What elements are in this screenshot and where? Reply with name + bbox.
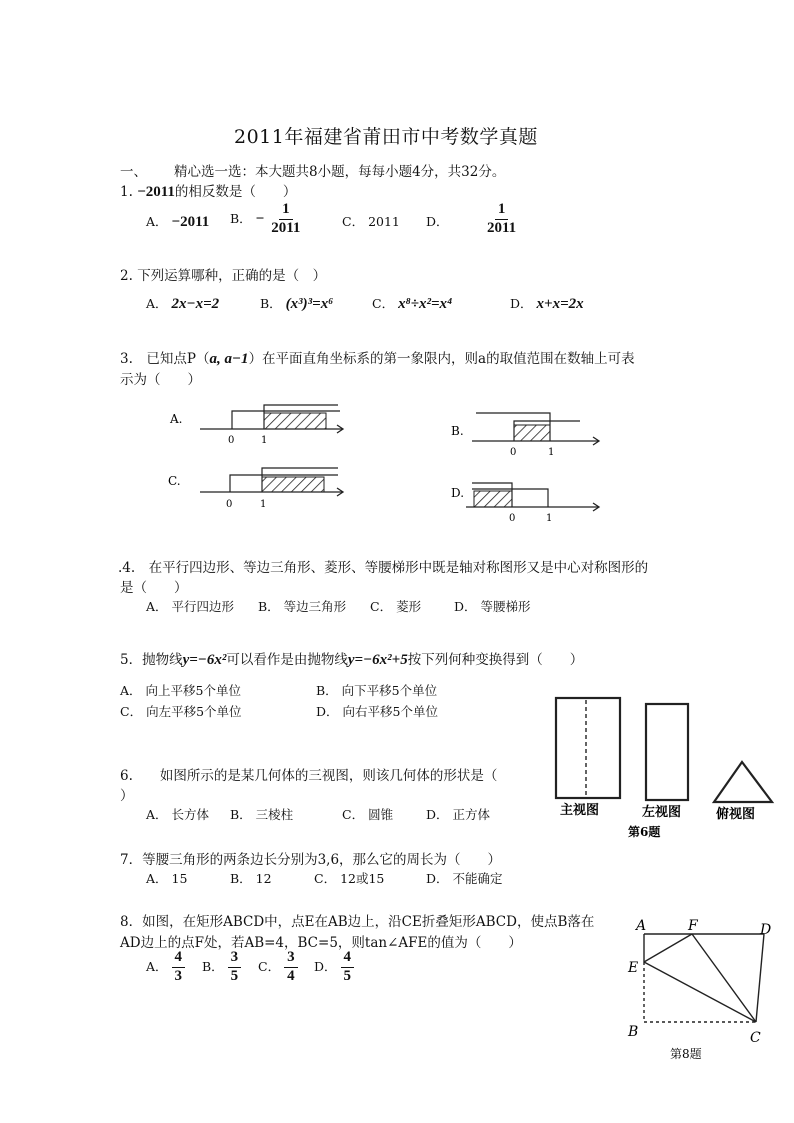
- q6-c-value: 圆锥: [368, 807, 394, 822]
- q1-b-sign: −: [255, 210, 265, 227]
- q8-c-numerator: 3: [284, 950, 298, 968]
- q1-option-d: [484, 202, 519, 237]
- q7-option-d: [426, 869, 503, 887]
- q6-c-label: C．: [342, 807, 365, 822]
- q6-front-view-label: 主视图: [560, 803, 600, 818]
- q7-a-label: A．: [146, 871, 168, 886]
- q3-c-one: 1: [260, 499, 267, 510]
- q8-b-denominator: 5: [230, 967, 239, 984]
- q6-three-view-figure: [550, 688, 782, 848]
- q1-b-numerator: 1: [279, 202, 293, 220]
- q7-d-label: D．: [426, 871, 449, 886]
- q8-d-numerator: 4: [341, 950, 355, 968]
- q7-c-label: C．: [314, 871, 337, 886]
- q2-a-label: A．: [146, 296, 168, 311]
- q1-option-c: [342, 212, 400, 230]
- q4-option-a: [146, 597, 234, 615]
- q5-option-d: [316, 702, 438, 720]
- q8-figure-caption: 第8题: [670, 1047, 702, 1061]
- q5-option-b: [316, 681, 437, 699]
- q2-d-value: x+x=2x: [536, 296, 584, 312]
- q7-stem: 7．等腰三角形的两条边长分别为3,6，那么它的周长为（ ）: [120, 852, 502, 868]
- q4-a-label: A．: [146, 599, 168, 614]
- q2-option-b: [260, 294, 333, 313]
- q2-option-d: [510, 294, 584, 313]
- q3-d-zero: 0: [509, 513, 516, 524]
- q7-b-label: B．: [230, 871, 252, 886]
- q3-c-zero: 0: [226, 499, 233, 510]
- q8-d-denominator: 5: [343, 967, 352, 984]
- q3-b-one: 1: [548, 447, 555, 458]
- q5-a-value: 向上平移5个单位: [145, 683, 241, 698]
- q5-text-b: 可以看作是由抛物线: [226, 652, 348, 668]
- q1-b-fraction: [268, 202, 303, 237]
- q1-stem: [120, 180, 296, 201]
- q8-a-denominator: 3: [174, 967, 183, 984]
- q8-a-fraction: [172, 950, 186, 985]
- q5-a-label: A．: [120, 683, 142, 698]
- q8-a-numerator: 4: [172, 950, 186, 968]
- q5-c-value: 向左平移5个单位: [146, 704, 242, 719]
- q5-expression-2: y=−6x²+5: [347, 652, 408, 668]
- q5-stem: [120, 648, 583, 669]
- q1-a-value: −2011: [171, 214, 210, 230]
- q1-b-denominator: 2011: [271, 219, 301, 236]
- q5-text-c: 按下列何种变换得到（ ）: [407, 652, 584, 668]
- q6-figure-caption: 第6题: [628, 825, 661, 839]
- q3-stem-line1: [120, 347, 635, 368]
- q6-stem-line1: 6. 如图所示的是某几何体的三视图，则该几何体的形状是（: [120, 768, 498, 784]
- q8-b-label: B．: [202, 958, 224, 974]
- q4-c-value: 菱形: [396, 599, 422, 614]
- q1-d-denominator: 2011: [487, 219, 517, 236]
- q3-d-one: 1: [546, 513, 553, 524]
- q6-a-label: A．: [146, 807, 168, 822]
- q3-label-b: B.: [451, 424, 464, 438]
- q8-a-label: A．: [146, 958, 168, 974]
- q7-option-b: [230, 869, 272, 887]
- q1-b-label: B．: [230, 210, 252, 226]
- q2-c-label: C．: [372, 296, 395, 311]
- q6-a-value: 长方体: [171, 807, 210, 822]
- q3-label-c: C.: [168, 474, 181, 488]
- q2-text: 下列运算哪种，正确的是（ ）: [137, 268, 327, 284]
- q3-graph-a: [200, 405, 343, 446]
- section-instructions: 精心选一选：本大题共8小题，每每小题4分，共32分。: [174, 164, 506, 180]
- q6-side-view: [646, 704, 688, 800]
- q3-graph-d: [466, 483, 599, 524]
- q4-c-label: C．: [370, 599, 393, 614]
- q1-d-fraction: [484, 202, 519, 237]
- q8-option-a: [146, 950, 185, 985]
- q3-text-b: ）在平面直角坐标系的第一象限内，则a的取值范围在数轴上可表: [248, 351, 635, 367]
- q1-expression: −2011: [137, 184, 175, 200]
- q1-option-a: [146, 212, 209, 231]
- q4-option-b: [258, 597, 346, 615]
- q6-front-view: [556, 698, 620, 798]
- q8-stem-line2: AD边上的点F处，若AB=4，BC=5，则tan∠AFE的值为（ ）: [120, 935, 522, 951]
- q6-option-a: [146, 805, 209, 823]
- q3-a-zero: 0: [228, 435, 235, 446]
- q4-stem-line2: 是（ ）: [120, 580, 188, 596]
- q5-c-label: C．: [120, 704, 143, 719]
- page-title: 2011年福建省莆田市中考数学真题: [234, 126, 538, 148]
- q2-option-a: [146, 294, 219, 313]
- q6-top-view: [714, 762, 772, 802]
- q4-option-d: [454, 597, 531, 615]
- q3-label-d: D.: [451, 486, 465, 500]
- q4-a-value: 平行四边形: [171, 599, 235, 614]
- q2-stem: [120, 264, 326, 284]
- q8-b-fraction: [228, 950, 242, 985]
- q8-stem-line1: 8．如图，在矩形ABCD中，点E在AB边上，沿CE折叠矩形ABCD，使点B落在: [120, 914, 595, 930]
- q8-b-numerator: 3: [228, 950, 242, 968]
- q1-d-numerator: 1: [495, 202, 509, 220]
- q3-point: a, a−1: [209, 351, 249, 367]
- q3-stem-line2: 示为（ ）: [120, 372, 201, 388]
- q2-b-value: (x³)³=x⁶: [285, 296, 334, 312]
- q6-option-b: [230, 805, 293, 823]
- q4-b-label: B．: [258, 599, 280, 614]
- q6-d-label: D．: [426, 807, 449, 822]
- q1-option-d-label: D．: [426, 214, 449, 229]
- q5-option-c: [120, 702, 242, 720]
- q6-option-c: [342, 805, 393, 823]
- q5-option-a: [120, 681, 241, 699]
- q5-d-value: 向右平移5个单位: [342, 704, 438, 719]
- q1-text: 的相反数是（ ）: [174, 184, 297, 200]
- section-number: 一、: [120, 164, 147, 180]
- q5-d-label: D．: [316, 704, 339, 719]
- q8-point-e: E: [628, 960, 639, 976]
- q8-point-f: F: [688, 918, 698, 934]
- q6-stem-line2: ）: [120, 788, 134, 804]
- q3-b-zero: 0: [510, 447, 517, 458]
- q4-b-value: 等边三角形: [283, 599, 347, 614]
- q6-side-view-label: 左视图: [642, 805, 682, 820]
- q4-option-c: [370, 597, 421, 615]
- q2-b-label: B．: [260, 296, 282, 311]
- q5-text-a: 5．抛物线: [120, 652, 183, 668]
- q1-number: 1.: [120, 184, 133, 200]
- q7-d-value: 不能确定: [452, 871, 503, 886]
- q7-b-value: 12: [255, 871, 272, 886]
- q6-d-value: 正方体: [452, 807, 491, 822]
- q2-c-value: x⁸÷x²=x⁴: [398, 296, 453, 312]
- q2-number: 2.: [120, 268, 133, 284]
- q2-a-value: 2x−x=2: [171, 296, 220, 312]
- q1-option-b: [230, 202, 303, 237]
- q8-rectangle-figure: [620, 910, 790, 1070]
- q3-a-one: 1: [261, 435, 268, 446]
- q7-a-value: 15: [171, 871, 188, 886]
- q8-c-denominator: 4: [287, 967, 295, 984]
- q8-option-b: [202, 950, 241, 985]
- q3-graph-b: [472, 413, 599, 458]
- q8-c-fraction: [284, 950, 298, 985]
- q8-d-fraction: [341, 950, 355, 985]
- q1-a-label: A．: [146, 214, 168, 229]
- q8-point-d: D: [760, 922, 772, 938]
- q8-option-c: [258, 950, 298, 985]
- q7-c-value: 12或15: [340, 871, 385, 886]
- q1-c-value: 2011: [368, 214, 400, 229]
- q4-stem-line1: .4. 在平行四边形、等边三角形、菱形、等腰梯形中既是轴对称图形又是中心对称图形的: [118, 560, 649, 576]
- q8-point-c: C: [750, 1030, 761, 1046]
- q4-d-label: D．: [454, 599, 477, 614]
- q8-point-a: A: [636, 918, 647, 934]
- q6-option-d: [426, 805, 490, 823]
- q5-b-value: 向下平移5个单位: [341, 683, 438, 698]
- q2-d-label: D．: [510, 296, 533, 311]
- q6-b-value: 三棱柱: [255, 807, 294, 822]
- q3-label-a: A.: [170, 412, 183, 426]
- q8-option-d: [314, 950, 354, 985]
- q3-number-line-figure: [160, 395, 610, 530]
- q5-b-label: B．: [316, 683, 338, 698]
- q6-top-view-label: 俯视图: [716, 807, 756, 822]
- q7-option-a: [146, 869, 187, 887]
- q8-geometry: [644, 934, 764, 1022]
- q3-text-a: 3. 已知点P（: [120, 351, 210, 367]
- q7-option-c: [314, 869, 384, 887]
- q3-graph-c: [200, 468, 343, 510]
- q2-option-c: [372, 294, 452, 313]
- q8-d-label: D．: [314, 958, 337, 974]
- q4-d-value: 等腰梯形: [480, 599, 531, 614]
- q6-b-label: B．: [230, 807, 252, 822]
- q8-c-label: C．: [258, 958, 281, 974]
- q8-point-b: B: [628, 1024, 639, 1040]
- q5-expression-1: y=−6x²: [182, 652, 227, 668]
- q1-c-label: C．: [342, 214, 365, 229]
